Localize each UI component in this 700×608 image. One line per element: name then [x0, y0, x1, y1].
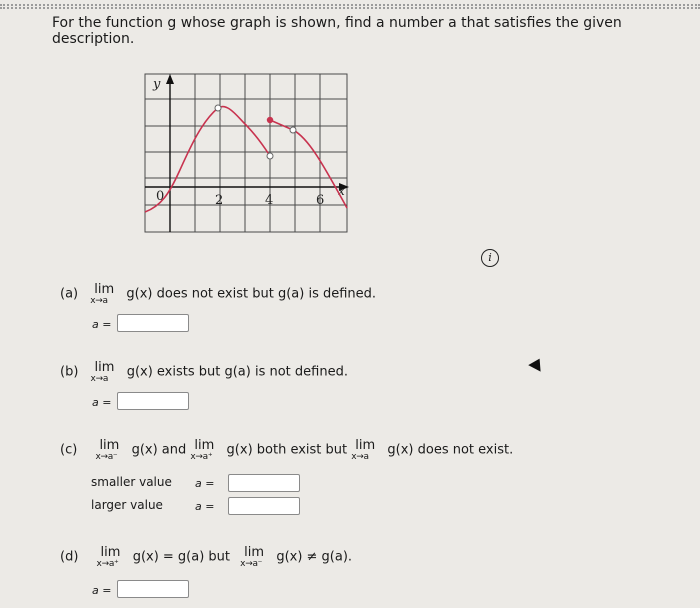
part-a-answer-label: a =	[92, 318, 112, 331]
part-d-label: (d)	[60, 549, 79, 565]
info-icon[interactable]: i	[481, 249, 499, 267]
part-a-limit: lim x→a	[90, 282, 115, 306]
part-c-smaller-label: smaller value	[91, 475, 172, 489]
x-axis-label: x	[338, 184, 345, 198]
part-d-left-limit: lim x→a⁻	[240, 545, 265, 569]
part-d-text-2: g(x) ≠ g(a).	[276, 549, 353, 565]
part-b-text: g(x) exists but g(a) is not defined.	[126, 364, 348, 380]
part-b-limit: lim x→a	[90, 360, 115, 384]
part-a-text: g(x) does not exist but g(a) is defined.	[126, 286, 377, 302]
part-c-text-3: g(x) does not exist.	[387, 442, 514, 458]
part-d-answer-label: a =	[92, 584, 112, 597]
open-point-x2	[215, 105, 221, 111]
part-c-larger-answer-label: a =	[195, 500, 215, 513]
part-c-larger-input[interactable]	[228, 497, 300, 515]
open-point-x4-lower	[267, 153, 273, 159]
question-prompt: For the function g whose graph is shown, find a number a that satisfies the given description.	[52, 15, 622, 47]
part-c-smaller-input[interactable]	[228, 474, 300, 492]
tick-label-6: 6	[316, 193, 325, 208]
y-axis-arrow	[166, 74, 174, 84]
part-d-text-1: g(x) = g(a) but	[132, 549, 231, 565]
mouse-cursor-icon	[528, 355, 546, 371]
open-point-x5	[290, 127, 296, 133]
part-d-right-limit: lim x→a⁺	[96, 545, 121, 569]
part-b-answer-input[interactable]	[117, 392, 189, 410]
part-c-larger-label: larger value	[91, 498, 163, 512]
top-dotted-border	[0, 4, 700, 6]
part-b-answer-label: a =	[92, 396, 112, 409]
part-c-statement	[60, 438, 513, 462]
curve-segment-2	[218, 107, 270, 156]
part-c-label: (c)	[60, 442, 78, 458]
tick-label-4: 4	[265, 193, 274, 208]
tick-label-0: 0	[156, 189, 165, 204]
function-graph	[143, 72, 353, 234]
y-axis-label: y	[153, 77, 161, 92]
top-dotted-border-2	[0, 7, 700, 9]
part-a-statement	[60, 282, 376, 306]
part-a-answer-input[interactable]	[117, 314, 189, 332]
part-c-right-limit: lim x→a⁺	[190, 438, 215, 462]
closed-point-x4	[267, 117, 273, 123]
part-c-left-limit: lim x→a⁻	[95, 438, 120, 462]
part-b-label: (b)	[60, 364, 79, 380]
tick-label-2: 2	[215, 193, 224, 208]
part-d-answer-input[interactable]	[117, 580, 189, 598]
curve-segment-3	[270, 120, 293, 130]
part-a-label: (a)	[60, 286, 79, 302]
part-b-statement	[60, 360, 348, 384]
part-c-text-1: g(x) and	[131, 442, 187, 458]
part-c-text-2: g(x) both exist but	[226, 442, 348, 458]
part-c-two-sided-limit: lim x→a	[351, 438, 376, 462]
part-c-smaller-answer-label: a =	[195, 477, 215, 490]
part-d-statement	[60, 545, 352, 569]
